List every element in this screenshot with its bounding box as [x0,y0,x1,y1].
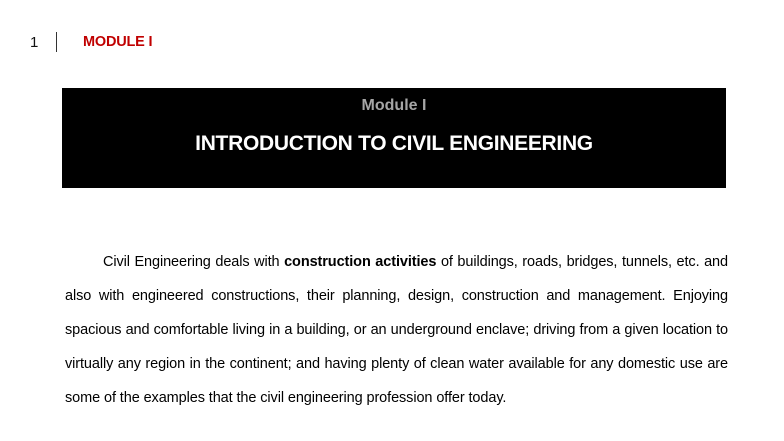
paragraph-emphasis: construction activities [284,254,437,270]
chapter-title: INTRODUCTION TO CIVIL ENGINEERING [195,132,593,155]
running-head: MODULE I [83,34,153,50]
page-number: 1 [30,33,39,51]
page-header [30,32,152,52]
title-banner [62,88,726,188]
paragraph-start: Civil Engineering deals with [103,254,285,270]
header-divider [56,32,57,52]
paragraph-rest: of buildings, roads, bridges, tunnels, etc. and also with engineered constructions, their planning, design, construction and management. Enjoying spacious and comfortable living in a building, or an underground enclave; driving from a given location to virtually any region in the continent; and having plenty of clean water available for any domestic use are some of the examples that the civil engineering profession offer today. [65,254,728,406]
intro-paragraph [65,245,728,415]
module-kicker: Module I [361,97,427,114]
